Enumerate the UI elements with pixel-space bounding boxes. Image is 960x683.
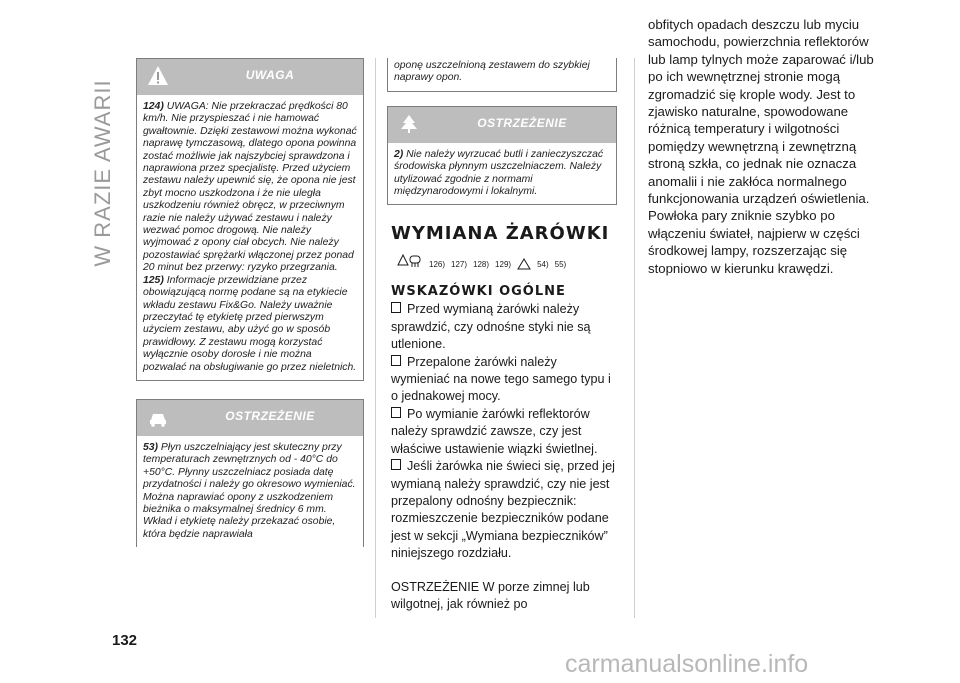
note-ref: 124) bbox=[143, 101, 164, 112]
section-side-tab-label: W RAZIE AWARII bbox=[90, 79, 115, 267]
caution-box-body bbox=[137, 436, 363, 547]
ref-item: 129) bbox=[495, 259, 512, 269]
hand-warning-icon bbox=[517, 258, 531, 270]
column-1 bbox=[136, 58, 364, 561]
tree-environment-icon bbox=[398, 113, 420, 135]
ref-item: 55) bbox=[554, 259, 567, 269]
note-text: Płyn uszczelniający jest skuteczny przy temperaturach zewnętrznych od - 40°C do +50°C. Płynny uszczelniacz posiada datę przydatności i należy go okresowo wymieniać. Można naprawiać opony z uszkodzeniem bieżnika o maksymalnej średnicy 6 mm. Wkład i etykietę należy przekazać osobie, która będzie naprawiała bbox=[143, 441, 356, 540]
bullet-square-icon bbox=[391, 355, 401, 366]
car-hazard-icon bbox=[147, 406, 169, 428]
bullet-item: Przepalone żarówki należy wymieniać na nowe tego samego typu i o jednakowej mocy. bbox=[391, 354, 611, 404]
column-2 bbox=[387, 58, 617, 613]
warning-box-header bbox=[137, 59, 363, 95]
reference-list bbox=[397, 250, 617, 278]
body-paragraph: OSTRZEŻENIE W porze zimnej lub wilgotnej, jak również po bbox=[391, 579, 590, 611]
watermark: carmanualsonline.info bbox=[565, 650, 809, 678]
bullet-item: Przed wymianą żarówki należy sprawdzić, czy odnośne styki nie są utlenione. bbox=[391, 302, 591, 352]
subsection-heading: WSKAZÓWKI OGÓLNE bbox=[391, 284, 566, 300]
page-number: 132 bbox=[112, 632, 138, 649]
environment-box-body bbox=[388, 143, 616, 205]
note-text: UWAGA: Nie przekraczać prędkości 80 km/h. Nie przyspieszać i nie hamować gwałtownie. Dzięki zestawowi można wykonać naprawę tymczasową, dlatego opona powinna zostać możliwie jak najszybciej sprawdzona i naprawiona przez specjalistę. Przed użyciem zestawu należy upewnić się, że opona nie jest zbyt mocno uszkodzona i że nie uległa uszkodzeniu również obręcz, w przeciwnym razie nie należy używać zestawu i należy wezwać pomoc drogową. Nie należy wyjmować z opony ciał obcych. Nie należy pozostawiać sprężarki włączonej przez ponad 20 minut bez przerwy: ryzyko przegrzania. bbox=[143, 101, 357, 274]
body-paragraph: obfitych opadach deszczu lub myciu samochodu, powierzchnia reflektorów lub lamp tylnych może zaparować i/lub po ich wewnętrznej stronie mogą zgromadzić się krople wody. Jest to zjawisko naturalne, spowodowane różnicą temperatury i wilgotności pomiędzy wewnętrzną i zewnętrzną stroną szkła, co jednak nie oznacza anomalii i nie zakłóca normalnego funkcjonowania urządzeń oświetlenia. Powłoka pary zniknie szybko po włączeniu świateł, najpierw w części środkowej lampy, rozszerzając się stopniowo w kierunku krawędzi. bbox=[648, 17, 874, 276]
caution-box-continued bbox=[387, 58, 617, 92]
note-text: Informacje przewidziane przez obowiązującą normę podane są na etykiecie wkładu zestawu Fix&Go. Należy uważnie przeczytać tę etykietę przed pierwszym użyciem zestawu, aby użyć go w sposób prawidłowy. Z zestawu mogą korzystać wyłącznie osoby dorosłe i nie można pozwalać na obsługiwanie go przez nieletnich. bbox=[143, 274, 357, 373]
warning-box bbox=[136, 58, 364, 381]
caution-box-header bbox=[137, 400, 363, 436]
column-divider bbox=[634, 58, 635, 618]
bullet-item: Jeśli żarówka nie świeci się, przed jej wymianą należy sprawdzić, czy nie jest przepalony odnośny bezpiecznik: rozmieszczenie bezpieczników podane jest w sekcji „Wymiana bezpieczników” niniejszego rozdziału. bbox=[391, 459, 615, 561]
ref-item: 127) bbox=[451, 259, 468, 269]
section-side-tab bbox=[78, 40, 115, 330]
warning-box-title: UWAGA bbox=[245, 68, 295, 82]
bullet-square-icon bbox=[391, 407, 401, 418]
caution-box bbox=[136, 399, 364, 547]
environment-box-header bbox=[388, 107, 616, 143]
warning-box-body bbox=[137, 95, 363, 380]
ref-item: 54) bbox=[537, 259, 549, 269]
ref-item: 126) bbox=[429, 259, 446, 269]
section-heading: WYMIANA ŻARÓWKI bbox=[391, 223, 610, 245]
column-divider bbox=[375, 58, 376, 618]
bullet-item: Po wymianie żarówki reflektorów należy sprawdzić zawsze, czy jest właściwe ustawienie wiązki świetlnej. bbox=[391, 406, 598, 456]
note-text: Nie należy wyrzucać butli i zanieczyszczać środowiska płynnym uszczelniaczem. Należy utylizować zgodnie z normami międzynarodowymi i lokalnymi. bbox=[394, 148, 604, 198]
caution-box-continued-text: oponę uszczelnioną zestawem do szybkiej naprawy opon. bbox=[394, 60, 590, 84]
column-3 bbox=[648, 16, 874, 277]
bulb-warning-icon bbox=[397, 253, 423, 275]
note-ref: 2) bbox=[394, 148, 404, 160]
note-ref: 53) bbox=[143, 441, 159, 453]
caution-box-title: OSTRZEŻENIE bbox=[225, 408, 315, 423]
ref-item: 128) bbox=[473, 259, 490, 269]
environment-box bbox=[387, 106, 617, 206]
note-ref: 125) bbox=[143, 274, 164, 286]
environment-box-title: OSTRZEŻENIE bbox=[477, 115, 567, 130]
bullet-square-icon bbox=[391, 459, 401, 470]
warning-triangle-icon bbox=[147, 65, 169, 87]
bullet-square-icon bbox=[391, 302, 401, 313]
